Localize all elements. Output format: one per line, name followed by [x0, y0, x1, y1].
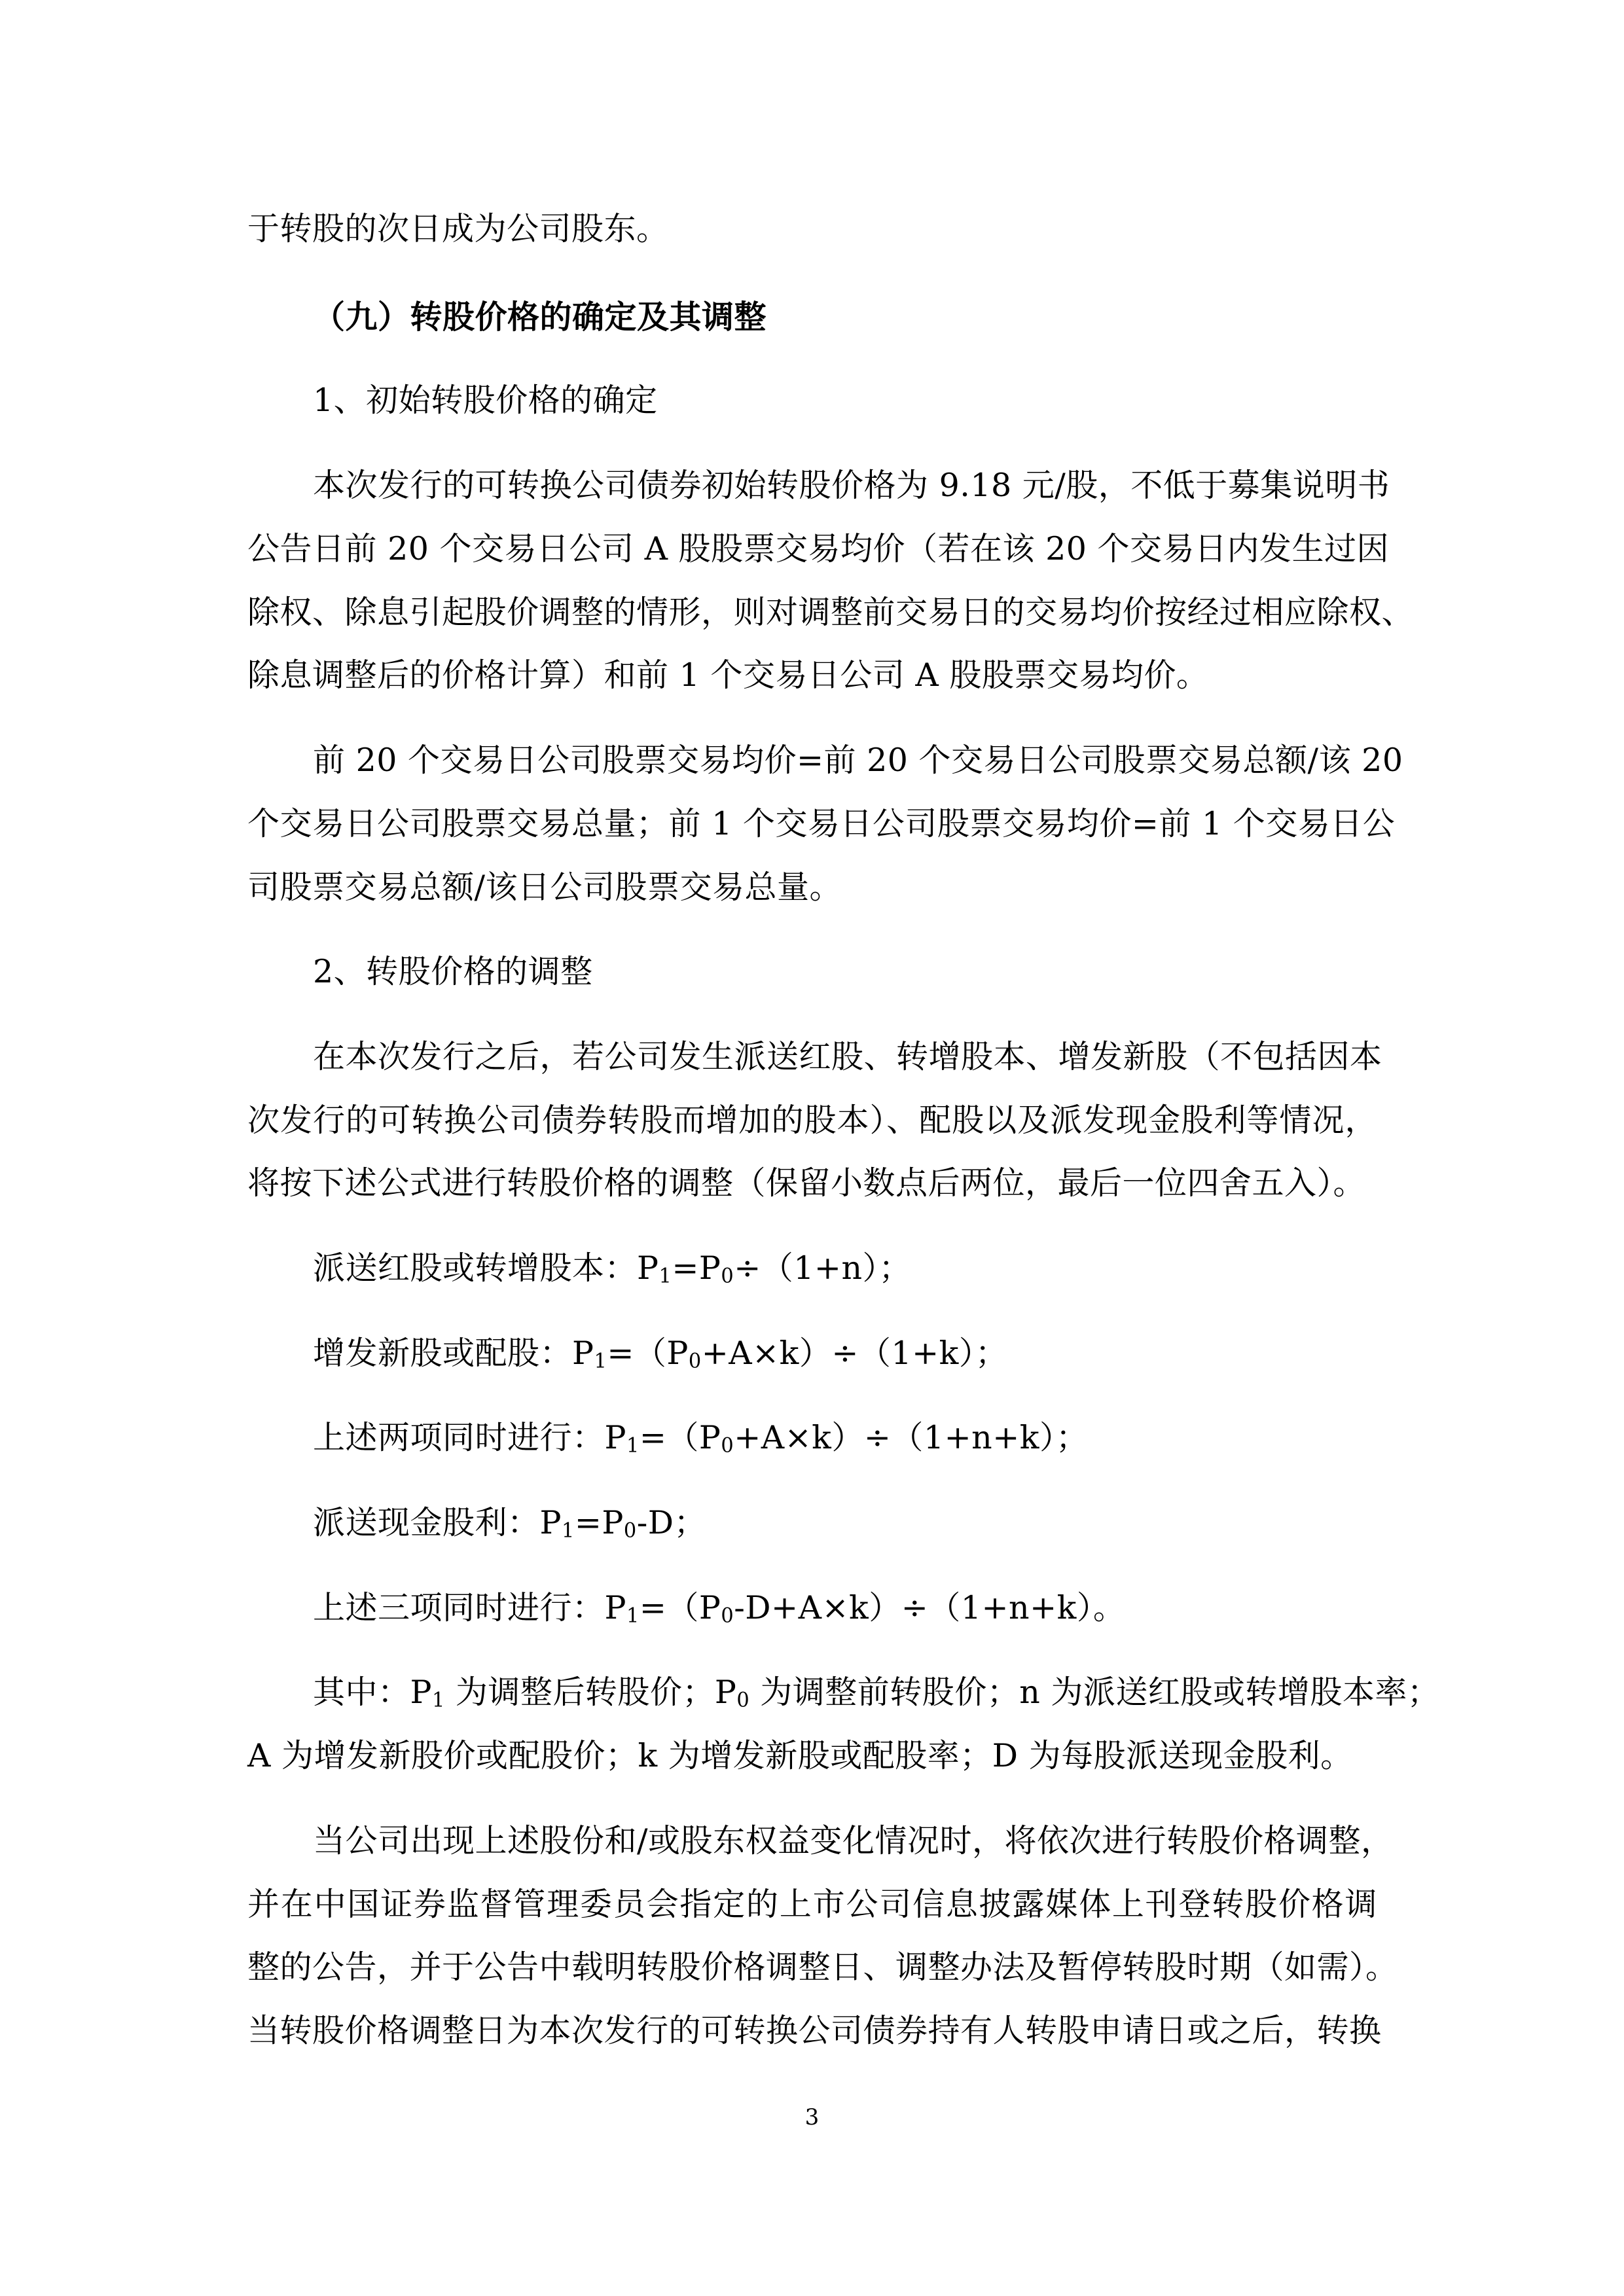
paragraph-line: 除权、除息引起股价调整的情形，则对调整前交易日的交易均价按经过相应除权、	[247, 594, 1415, 631]
paragraph-line: A 为增发新股价或配股价；k 为增发新股或配股率；D 为每股派送现金股利。	[247, 1737, 1353, 1774]
formula-new-shares: 增发新股或配股：$P_1=(P_0+A\times k)\div(1+k)$；	[313, 1335, 1008, 1373]
page-number: 3	[804, 2104, 820, 2130]
paragraph-line: 除息调整后的价格计算）和前 1 个交易日公司 A 股股票交易均价。	[247, 656, 1209, 694]
paragraph-line: 司股票交易总额/该日公司股票交易总量。	[247, 869, 842, 906]
paragraph-continuation: 于转股的次日成为公司股东。	[247, 210, 669, 247]
formula-two-combined: 上述两项同时进行：$P_1=(P_0+A\times k)\div(1+n+k)$；	[313, 1419, 1089, 1458]
formula-cash-dividend: 派送现金股利：$P_1=P_0-D$；	[313, 1504, 707, 1543]
subsection-heading: 1、初始转股价格的确定	[313, 382, 658, 419]
formula-bonus-shares: 派送红股或转增股本：$P_1=P_0\div(1+n)$；	[313, 1249, 912, 1288]
formula-three-combined: 上述三项同时进行：$P_1=(P_0-D+A\times k)\div(1+n+k)$。	[313, 1589, 1126, 1628]
paragraph-line: 将按下述公式进行转股价格的调整（保留小数点后两位，最后一位四舍五入）。	[247, 1164, 1366, 1202]
paragraph-line: 次发行的可转换公司债券转股而增加的股本）、配股以及派发现金股利等情况，	[247, 1102, 1377, 1139]
variable-definitions-line: 其中：$P_1$ 为调整后转股价；$P_0$ 为调整前转股价；n 为派送红股或转增股本率；	[313, 1674, 1440, 1712]
paragraph-line: 当转股价格调整日为本次发行的可转换公司债券持有人转股申请日或之后，转换	[247, 2012, 1382, 2049]
paragraph-line: 前 20 个交易日公司股票交易均价=前 20 个交易日公司股票交易总额/该 20	[313, 742, 1403, 779]
paragraph-line: 个交易日公司股票交易总量；前 1 个交易日公司股票交易均价=前 1 个交易日公	[247, 805, 1396, 842]
paragraph-line: 整的公告，并于公告中载明转股价格调整日、调整办法及暂停转股时期（如需）。	[247, 1948, 1398, 1986]
subsection-heading: 2、转股价格的调整	[313, 953, 593, 990]
paragraph-line: 当公司出现上述股份和/或股东权益变化情况时，将依次进行转股价格调整，	[313, 1822, 1394, 1859]
paragraph-line: 并在中国证券监督管理委员会指定的上市公司信息披露媒体上刊登转股价格调	[247, 1886, 1377, 1923]
paragraph-line: 在本次发行之后，若公司发生派送红股、转增股本、增发新股（不包括因本	[313, 1038, 1382, 1075]
paragraph-line: 公告日前 20 个交易日公司 A 股股票交易均价（若在该 20 个交易日内发生过因	[247, 530, 1390, 567]
section-heading: （九）转股价格的确定及其调整	[313, 298, 767, 336]
paragraph-line: 本次发行的可转换公司债券初始转股价格为 9.18 元/股，不低于募集说明书	[313, 467, 1390, 504]
